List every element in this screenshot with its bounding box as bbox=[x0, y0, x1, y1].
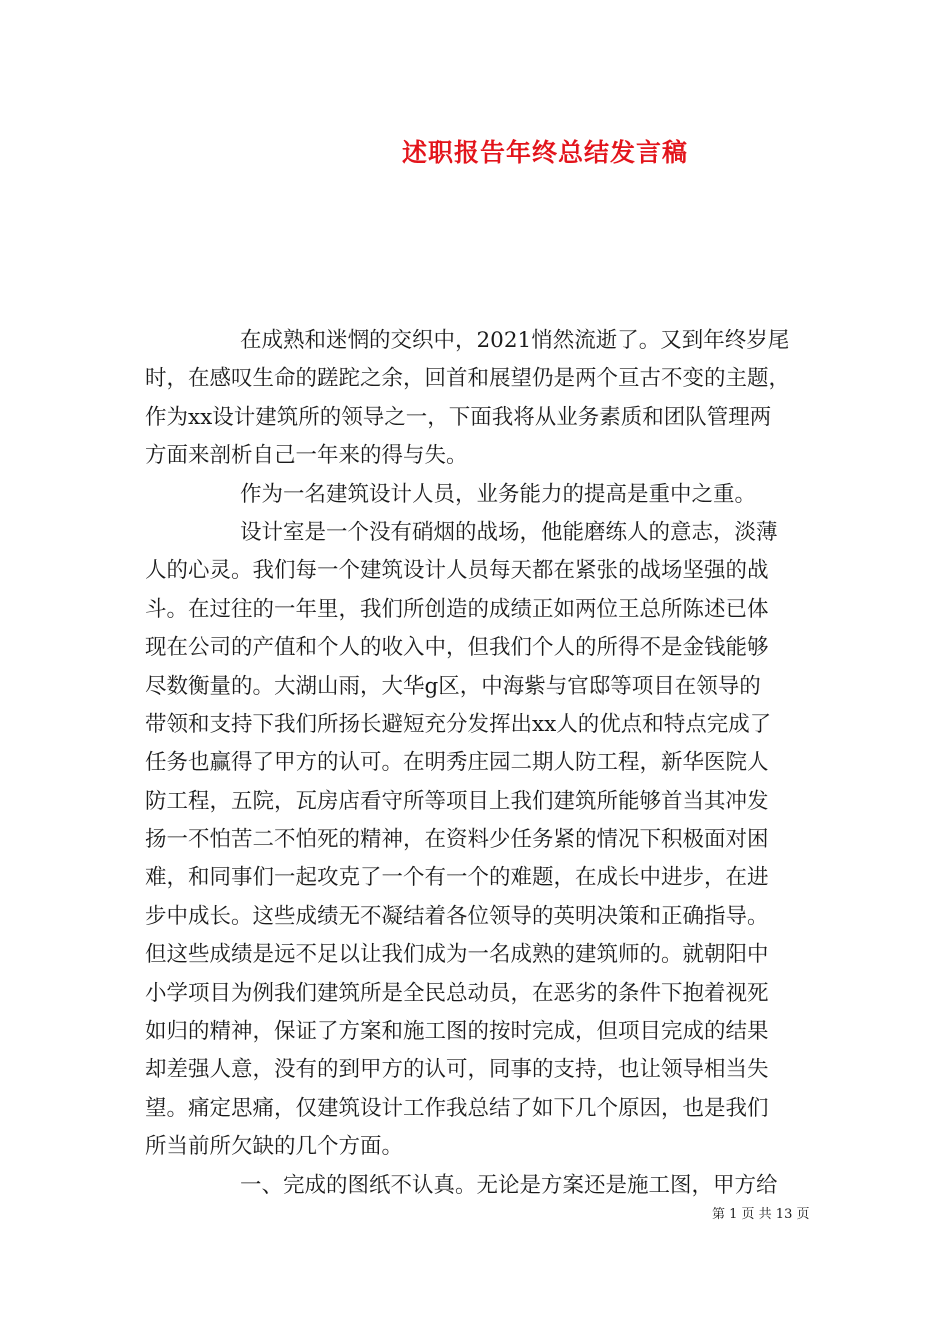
paragraph-line: 现在公司的产值和个人的收入中，但我们个人的所得不是金钱能够 bbox=[145, 635, 769, 661]
paragraph-line: 却差强人意，没有的到甲方的认可，同事的支持，也让领导相当失 bbox=[145, 1057, 769, 1083]
paragraph-line: 如归的精神，保证了方案和施工图的按时完成，但项目完成的结果 bbox=[145, 1019, 769, 1045]
paragraph-line: 但这些成绩是远不足以让我们成为一名成熟的建筑师的。就朝阳中 bbox=[145, 942, 769, 968]
paragraph-line: 方面来剖析自己一年来的得与失。 bbox=[145, 443, 468, 469]
paragraph-line: 时，在感叹生命的蹉跎之余，回首和展望仍是两个亘古不变的主题， bbox=[145, 366, 791, 392]
paragraph-line: 人的心灵。我们每一个建筑设计人员每天都在紧张的战场坚强的战 bbox=[145, 558, 769, 584]
paragraph-line: 设计室是一个没有硝烟的战场，他能磨练人的意志，淡薄 bbox=[240, 519, 778, 545]
paragraph-line: 一、完成的图纸不认真。无论是方案还是施工图，甲方给 bbox=[240, 1172, 778, 1198]
document-body bbox=[145, 322, 809, 1205]
paragraph-line: 步中成长。这些成绩无不凝结着各位领导的英明决策和正确指导。 bbox=[145, 903, 769, 929]
paragraph-line: 尽数衡量的。大湖山雨，大华g区，中海紫与官邸等项目在领导的 bbox=[145, 673, 761, 699]
paragraph-line: 小学项目为例我们建筑所是全民总动员，在恶劣的条件下抱着视死 bbox=[145, 980, 769, 1006]
paragraph-line: 望。痛定思痛，仅建筑设计工作我总结了如下几个原因，也是我们 bbox=[145, 1095, 769, 1121]
document-title: 述职报告年终总结发言稿 bbox=[401, 138, 688, 167]
paragraph-line: 难，和同事们一起攻克了一个有一个的难题，在成长中进步，在进 bbox=[145, 865, 769, 891]
paragraph-line: 扬一不怕苦二不怕死的精神，在资料少任务紧的情况下积极面对困 bbox=[145, 827, 769, 853]
page-number: 第 1 页 共 13 页 bbox=[712, 1207, 810, 1222]
paragraph-line: 所当前所欠缺的几个方面。 bbox=[145, 1134, 404, 1160]
paragraph-line: 作为xx设计建筑所的领导之一，下面我将从业务素质和团队管理两 bbox=[145, 404, 772, 430]
paragraph-line: 作为一名建筑设计人员，业务能力的提高是重中之重。 bbox=[240, 481, 757, 507]
paragraph-line: 防工程，五院，瓦房店看守所等项目上我们建筑所能够首当其冲发 bbox=[145, 788, 769, 814]
paragraph-line: 在成熟和迷惘的交织中，2021悄然流逝了。又到年终岁尾 bbox=[240, 328, 790, 353]
paragraph-line: 任务也赢得了甲方的认可。在明秀庄园二期人防工程，新华医院人 bbox=[145, 750, 769, 776]
paragraph-line: 斗。在过往的一年里，我们所创造的成绩正如两位王总所陈述已体 bbox=[145, 596, 769, 622]
paragraph-line: 带领和支持下我们所扬长避短充分发挥出xx人的优点和特点完成了 bbox=[145, 711, 772, 737]
